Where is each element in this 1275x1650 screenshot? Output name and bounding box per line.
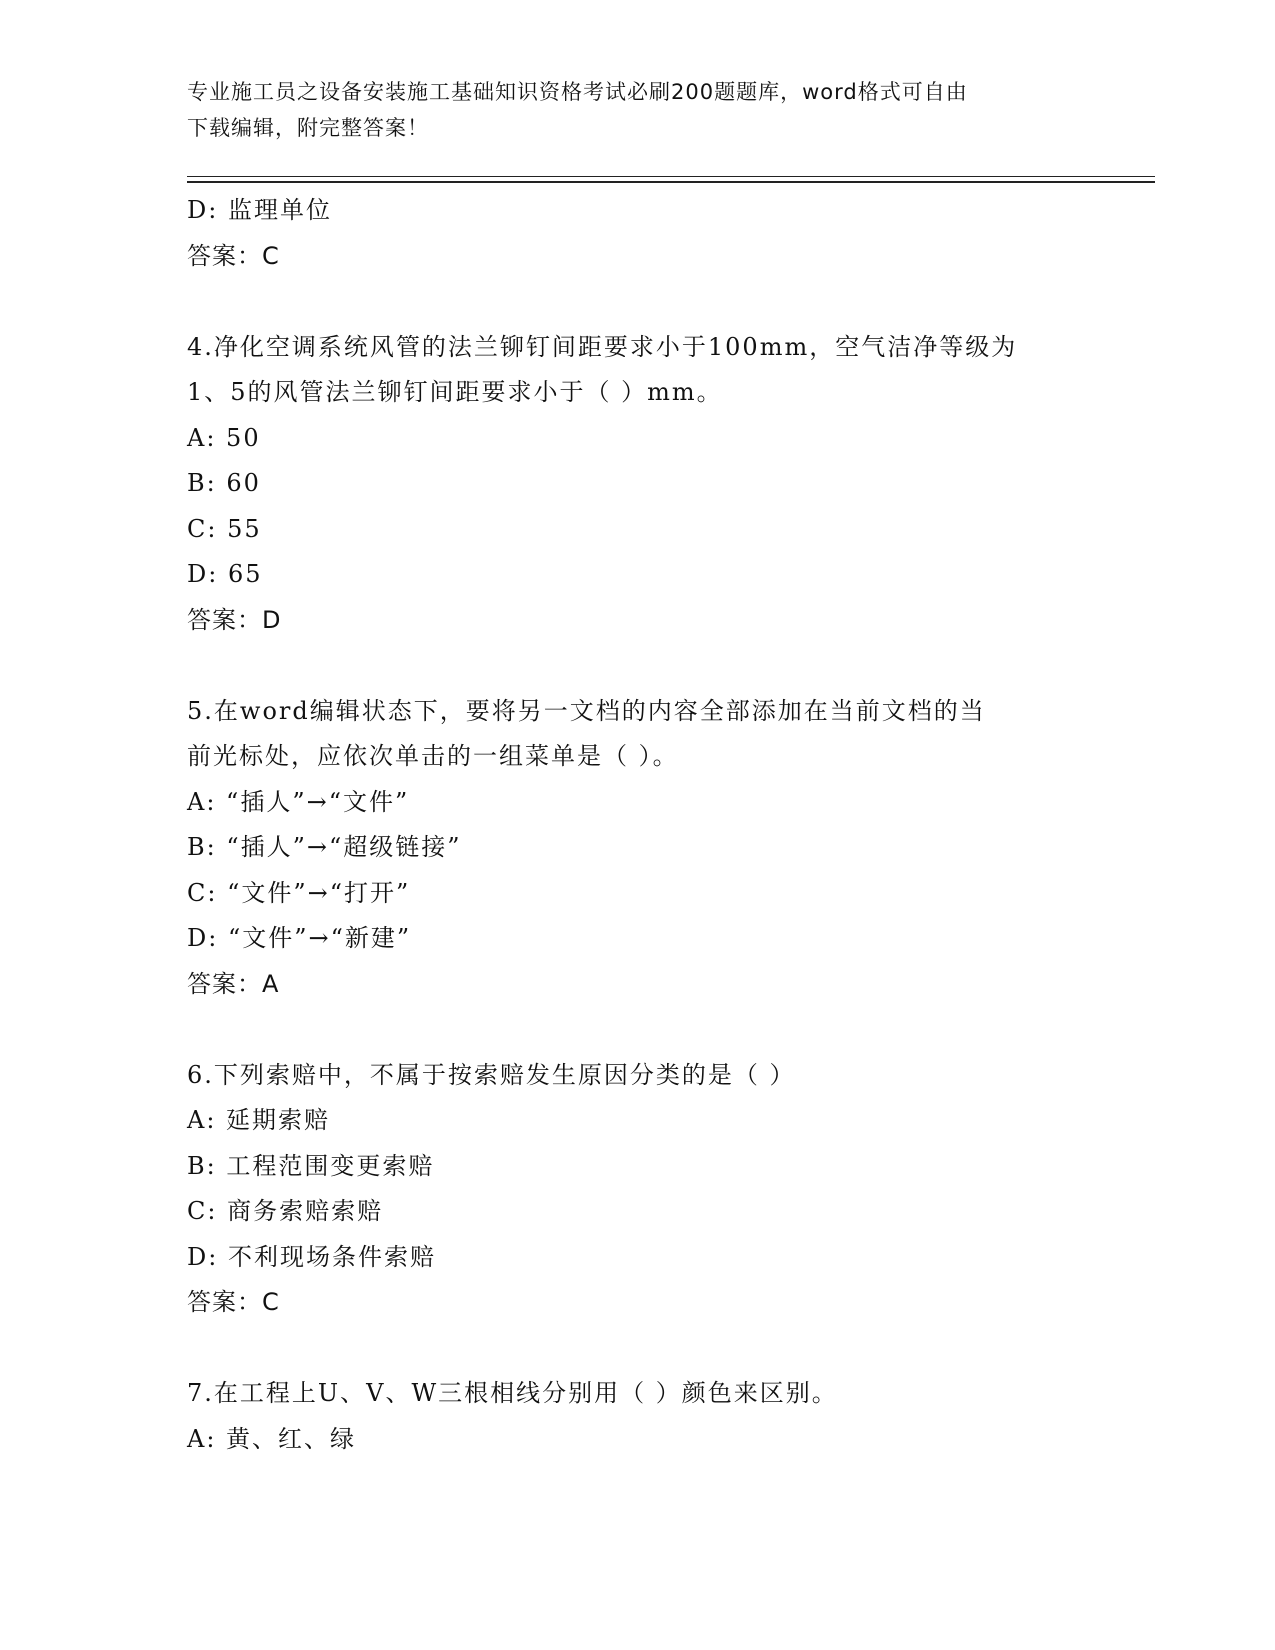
option-a: A: 黄、红、绿 [187,1424,357,1453]
answer-line: 答案：C [187,241,280,270]
spacer [187,1007,1087,1053]
question-text-line-2: 前光标处，应依次单击的一组菜单是（ ）。 [187,742,679,770]
document-header [187,74,1067,146]
question-text-line-1: 6.下列索赔中，不属于按索赔发生原因分类的是（ ） [187,1060,796,1089]
option-a: A: 50 [187,423,261,452]
spacer [187,279,1087,325]
previous-question-tail [187,188,1087,279]
question-6 [187,1053,1087,1326]
question-text-line-1: 7.在工程上U、V、W三根相线分别用（ ）颜色来区别。 [187,1379,838,1407]
option-d: D: 监理单位 [187,196,332,224]
header-line-1: 专业施工员之设备安装施工基础知识资格考试必刷200题题库，word格式可自由 [187,80,968,104]
option-c: C: “文件”→“打开” [187,878,411,907]
question-text-line-2: 1、5的风管法兰铆钉间距要求小于（ ）mm。 [187,378,723,406]
option-a: A: “插人”→“文件” [187,787,410,816]
option-d: D: 不利现场条件索赔 [187,1242,436,1271]
question-text-line-1: 4.净化空调系统风管的法兰铆钉间距要求小于100mm，空气洁净等级为 [187,332,1018,361]
header-divider-thick [187,181,1155,183]
spacer [187,643,1087,689]
question-7 [187,1371,1087,1462]
option-b: B: “插人”→“超级链接” [187,833,462,861]
question-text-line-1: 5.在word编辑状态下，要将另一文档的内容全部添加在当前文档的当 [187,696,986,725]
spacer [187,1326,1087,1372]
answer-line: 答案：A [187,969,280,998]
option-c: C: 55 [187,514,262,543]
answer-line: 答案：D [187,605,282,634]
header-divider-thin [187,176,1155,177]
question-list [187,188,1087,1462]
option-d: D: “文件”→“新建” [187,924,412,952]
question-5 [187,689,1087,1008]
option-b: B: 60 [187,469,261,497]
option-c: C: 商务索赔索赔 [187,1197,384,1225]
header-line-2: 下载编辑，附完整答案！ [187,116,429,140]
option-d: D: 65 [187,560,263,588]
option-b: B: 工程范围变更索赔 [187,1151,435,1180]
question-4 [187,325,1087,644]
answer-line: 答案：C [187,1288,280,1316]
option-a: A: 延期索赔 [187,1106,331,1134]
